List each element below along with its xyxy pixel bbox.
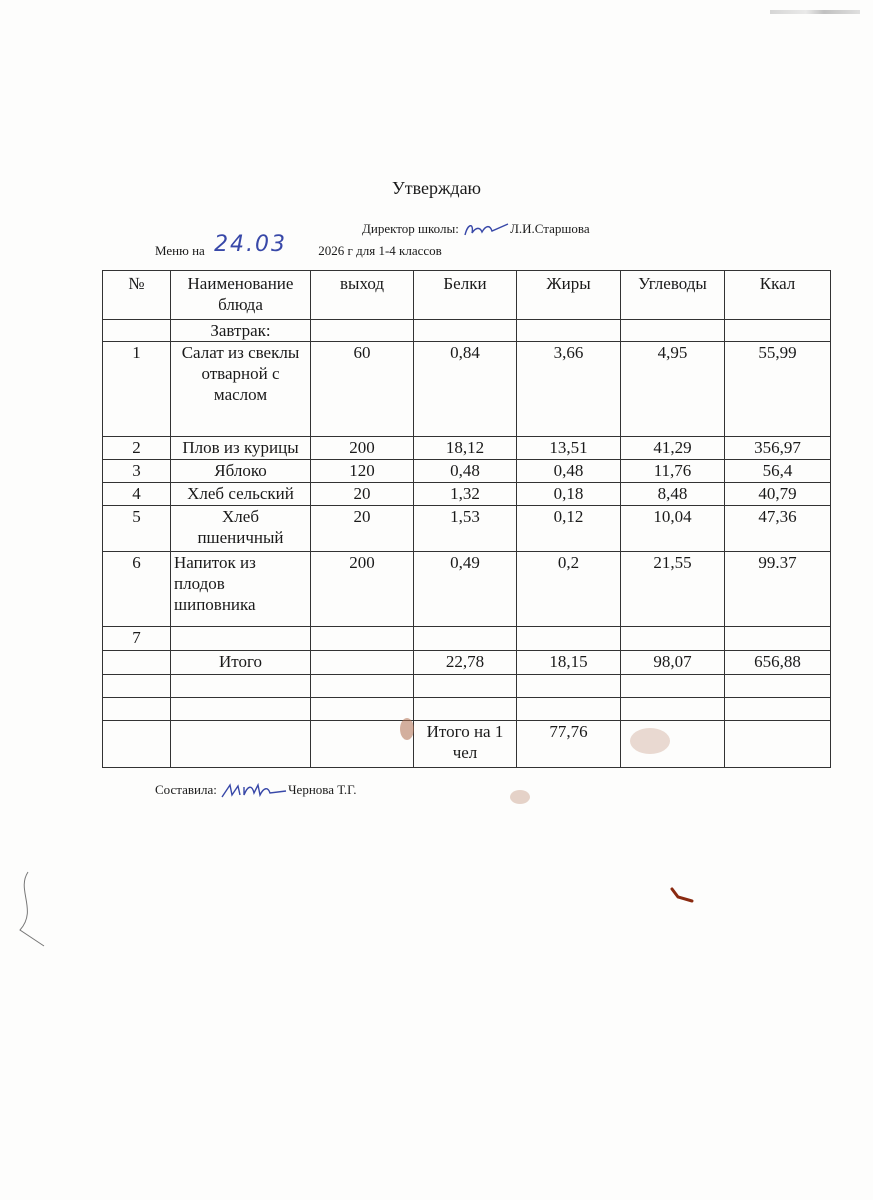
cell: 11,76 [621,460,725,483]
empty-row [103,698,831,721]
cell: 21,55 [621,552,725,627]
cell: Яблоко [171,460,311,483]
table-row [103,552,831,627]
director-signature [462,221,510,239]
cell: 20 [311,483,414,506]
total-kkal: 656,88 [725,651,831,675]
cell: 200 [311,552,414,627]
menu-table [102,270,831,768]
cell: 41,29 [621,437,725,460]
cell: 3 [103,460,171,483]
cell: 1,53 [414,506,517,552]
total-label: Итого [171,651,311,675]
cell: 4 [103,483,171,506]
cell: 99.37 [725,552,831,627]
cell: Салат из свеклы отварной с маслом [171,342,311,437]
stain-mark [668,883,698,905]
cell: 0,84 [414,342,517,437]
cell: 60 [311,342,414,437]
per-person-label: Итого на 1 чел [414,721,517,768]
cell: 0,48 [414,460,517,483]
table-row [103,437,831,460]
cell: 0,18 [517,483,621,506]
table-row [103,506,831,552]
cell: 1,32 [414,483,517,506]
compiled-line [155,781,356,801]
cell: 3,66 [517,342,621,437]
cell: 120 [311,460,414,483]
cell: 1 [103,342,171,437]
cell: 0,48 [517,460,621,483]
col-header: Белки [414,271,517,320]
compiler-signature [220,781,288,801]
cell: Напиток из плодов шиповника [171,552,311,627]
cell: 47,36 [725,506,831,552]
cell: 0,49 [414,552,517,627]
menu-suffix: 2026 г для 1-4 классов [318,243,442,258]
cell: 5 [103,506,171,552]
empty-row [103,675,831,698]
col-header: Углеводы [621,271,725,320]
total-belki: 22,78 [414,651,517,675]
table-row [103,627,831,651]
cell: 18,12 [414,437,517,460]
cell: 6 [103,552,171,627]
cell: 56,4 [725,460,831,483]
compiled-label: Составила: [155,781,217,797]
col-header: № [103,271,171,320]
cell: Плов из курицы [171,437,311,460]
menu-date-handwritten: 24.03 [214,232,288,257]
col-header: Ккал [725,271,831,320]
scan-mark [770,10,860,14]
cell: Хлеб пшеничный [171,506,311,552]
cell: 40,79 [725,483,831,506]
cell: 4,95 [621,342,725,437]
cell: Хлеб сельский [171,483,311,506]
cell: 0,12 [517,506,621,552]
menu-line [155,232,442,261]
cell: 356,97 [725,437,831,460]
stain [400,718,414,740]
approve-heading: Утверждаю [391,178,482,198]
edge-scribble [8,870,48,950]
total-zhiry: 18,15 [517,651,621,675]
table-row [103,483,831,506]
stain [510,790,530,804]
table-header-row [103,271,831,320]
section-row [103,320,831,342]
table-row [103,460,831,483]
per-person-value: 77,76 [517,721,621,768]
director-label: Директор школы: [362,221,459,236]
cell: 55,99 [725,342,831,437]
col-header: Наименование блюда [171,271,311,320]
cell: 8,48 [621,483,725,506]
per-person-row [103,721,831,768]
cell: 7 [103,627,171,651]
cell: 0,2 [517,552,621,627]
cell: 2 [103,437,171,460]
cell: 20 [311,506,414,552]
compiled-name: Чернова Т.Г. [288,781,357,797]
total-uglevody: 98,07 [621,651,725,675]
total-row [103,651,831,675]
section-label: Завтрак: [171,320,311,342]
col-header: выход [311,271,414,320]
director-name: Л.И.Старшова [510,221,590,236]
col-header: Жиры [517,271,621,320]
stain [630,728,670,754]
table-row [103,342,831,437]
menu-prefix: Меню на [155,243,205,258]
cell: 200 [311,437,414,460]
cell: 10,04 [621,506,725,552]
cell: 13,51 [517,437,621,460]
